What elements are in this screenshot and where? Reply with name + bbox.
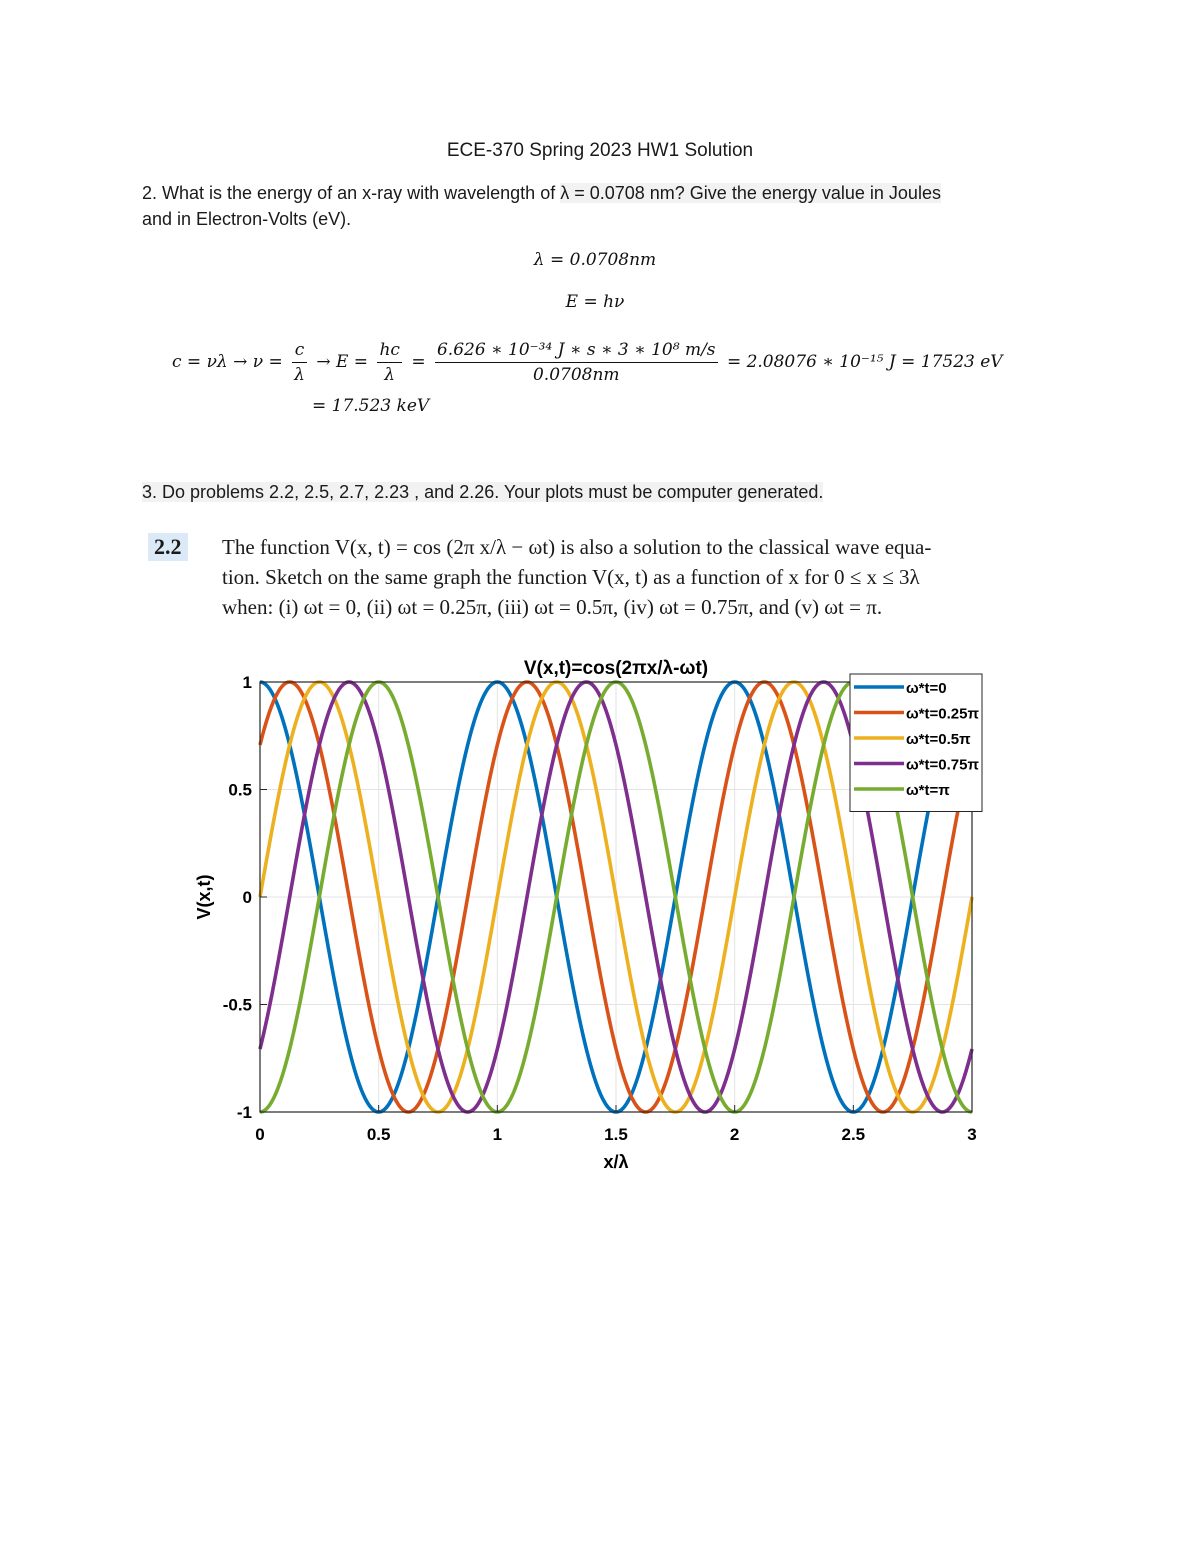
x-tick-label: 1.5 [604,1125,628,1144]
eq-c-relation: c = νλ → ν = [172,352,283,372]
y-tick-label: 0.5 [228,780,252,800]
question-2-part1: 2. What is the energy of an x-ray with wavelength of [142,183,561,203]
problem-line-3: when: (i) ωt = 0, (ii) ωt = 0.25π, (iii) ωt = 0.5π, (iv) ωt = 0.75π, and (v) ωt = π. [222,595,883,619]
eq-big-den: 0.0708nm [532,365,620,385]
problem-line-2: tion. Sketch on the same graph the function V(x, t) as a function of x for 0 ≤ x ≤ 3λ [222,565,920,589]
page-title: ECE-370 Spring 2023 HW1 Solution [446,140,754,161]
x-tick-label: 1 [492,1125,503,1144]
legend-label: ω*t=0.5π [906,731,971,748]
x-tick-label: 3 [967,1125,977,1144]
eq-hc-over-lambda [377,338,401,387]
y-tick-label: 0 [242,888,252,907]
y-tick-label: 1 [242,673,252,692]
problem-number: 2.2 [148,533,188,561]
x-tick-label: 0 [255,1125,265,1144]
x-tick-label: 0.5 [366,1125,391,1144]
x-axis-label: x/λ [603,1152,629,1172]
y-axis-label: V(x,t) [194,874,214,920]
equation-wavelength: λ = 0.0708nm [533,250,657,270]
problem-statement [222,532,1062,622]
y-tick-label: -1 [236,1103,252,1122]
x-tick-label: 2.5 [841,1125,866,1144]
question-3-text [142,482,823,503]
eq-hc-den: λ [384,365,396,385]
eq-equals: = [411,352,426,372]
equation-energy: E = hν [565,292,625,312]
question-3-label: 3. Do problems 2.2, 2.5, 2.7, 2.23 , and 2.26. Your plots must be computer generated. [142,482,824,502]
eq-c-num: c [292,338,307,363]
equation-kev: = 17.523 keV [312,396,430,416]
eq-result: = 2.08076 ∗ 10⁻¹⁵ J = 17523 eV [726,352,1003,372]
eq-numeric-fraction [435,338,718,387]
legend-label: ω*t=0.25π [906,705,979,723]
problem-line-1: The function V(x, t) = cos (2π x/λ − ωt) is also a solution to the classical wave equa- [222,535,932,559]
eq-c-over-lambda [292,338,307,387]
eq-hc-num: hc [377,338,401,363]
x-tick-label: 2 [729,1125,740,1144]
question-2-text [142,180,1042,232]
question-2-highlight: λ = 0.0708 nm? Give the energy value in Joules [560,183,941,203]
question-2-part2: and in Electron-Volts (eV). [142,209,352,229]
chart-legend [850,674,982,812]
wave-chart [180,648,1000,1178]
equation-derivation [172,338,1003,387]
eq-arrow-energy: → E = [316,352,369,372]
y-tick-label: -0.5 [222,995,252,1015]
chart-title: V(x,t)=cos(2πx/λ-ωt) [523,658,709,679]
legend-label: ω*t=0 [906,680,947,697]
eq-big-num: 6.626 ∗ 10⁻³⁴ J ∗ s ∗ 3 ∗ 10⁸ m/s [435,338,718,363]
legend-label: ω*t=π [906,782,950,799]
legend-label: ω*t=0.75π [906,756,979,774]
eq-c-den: λ [294,365,305,385]
